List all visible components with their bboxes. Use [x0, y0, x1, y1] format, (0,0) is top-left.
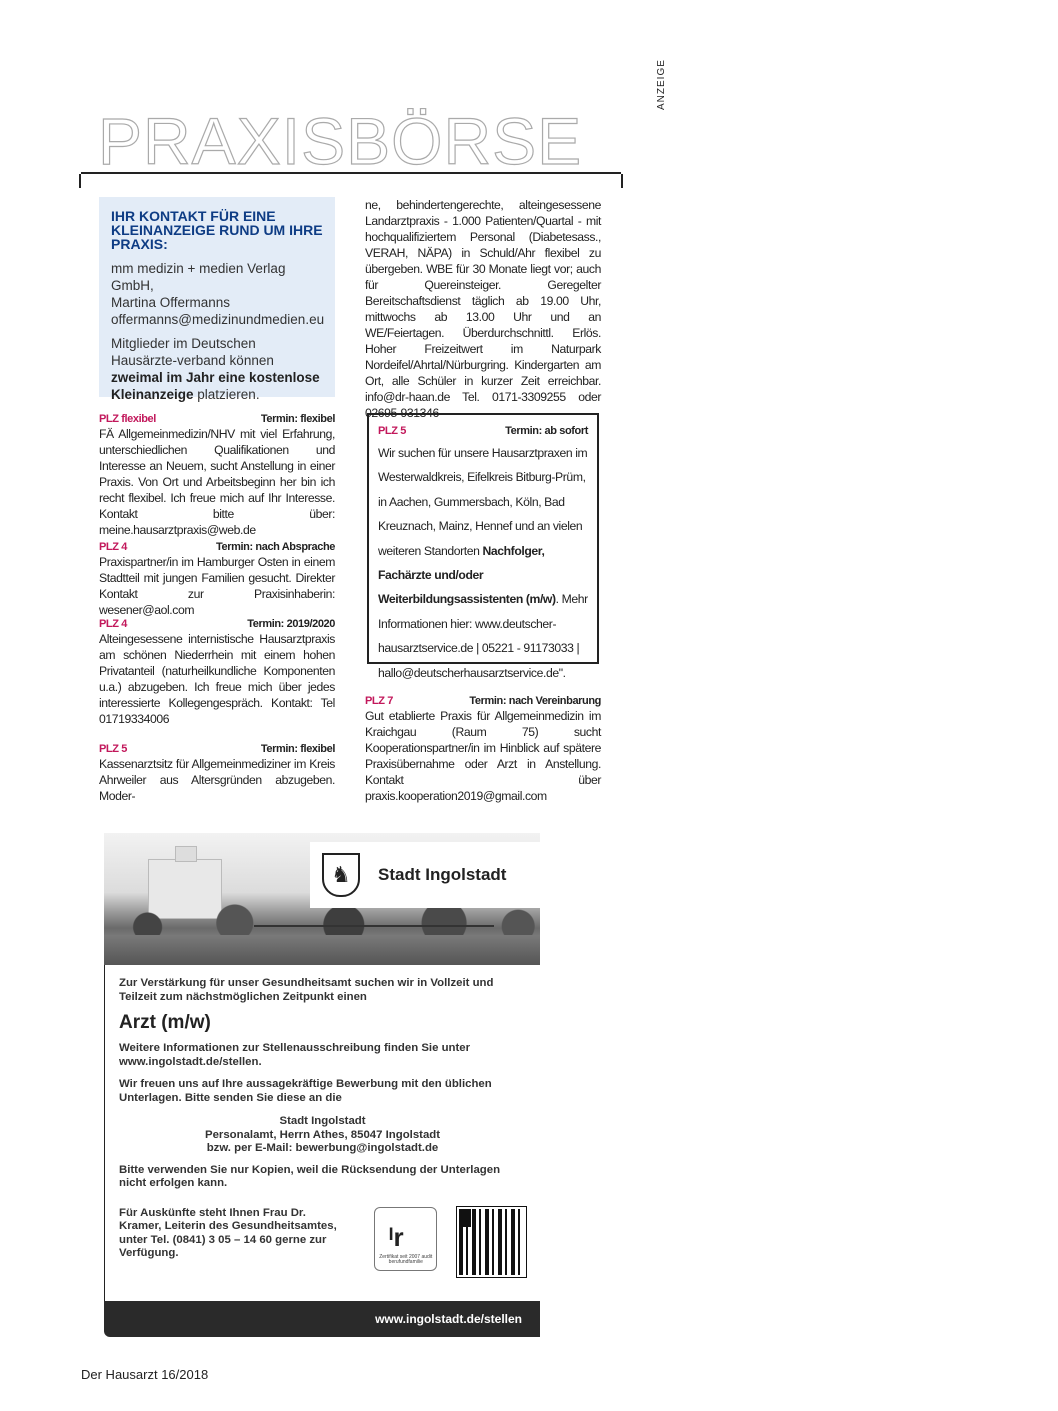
contact-box — [99, 197, 335, 402]
job-address-1: Stadt Ingolstadt — [279, 1115, 366, 1127]
ad-termin: Termin: ab sofort — [505, 425, 588, 437]
job-apply: Wir freuen uns auf Ihre aussagekräftige Bewerbung mit den üblichen Unterlagen. Bitte senden Sie diese an die — [119, 1078, 492, 1104]
job-address-3[interactable]: bzw. per E-Mail: bewerbung@ingolstadt.de — [206, 1142, 439, 1154]
ad-termin: Termin: flexibel — [260, 413, 335, 425]
ad-text: Wir suchen für unsere Hausarztpraxen im Westerwaldkreis, Eifelkreis Bitburg-Prüm, in Aachen, Gummersbach, Köln, Bad Kreuznach, Mainz, Hennef und an vielen weiteren Standorten Nachfolger, Fachärzte und/oder Weiterbildungsassistenten (m/w). Mehr Informationen hier: www.deutscher-hausarztservice.de | 05221 - 91173033 | hallo@deutscherhausarztservice.de". — [378, 446, 588, 680]
ad-text: ne, behindertengerechte, alteingesessene Landarztpraxis - 1.000 Patienten/Quartal - mit hochqualifiziertem Personal (Diabetesass., VERAH, NÄPA) in Schuld/Ahr flexibel zu übergeben. WBE für 30 Monate liegt vor; auch für Quereinsteiger. Geregelter Bereitschaftsdienst täglich ab 19.00 Uhr, mittwochs ab 13.00 Uhr und an WE/Feiertagen. Überdurchschnittl. Erlös. Hoher Freizeitwert im Naturpark Nordeifel/Ahrtal/Nürburgring. Kindergarten am Ort, alle Schüler in kurzer Zeit erreichbar. info@dr-haan.de Tel. 0171-3309255 oder 02695-931346 — [365, 198, 601, 420]
ad-text: Praxispartner/in im Hamburger Osten in einem Stadtteil mit jungen Familien gesucht. Direkter Kontakt zur Praxisinhaberin: wesener@aol.com — [99, 555, 335, 617]
contact-line-company: mm medizin + medien Verlag GmbH, — [111, 261, 286, 293]
ad-text: Kassenarztsitz für Allgemeinmediziner im Kreis Ahrweiler aus Altersgründen abzugeben. Moder- — [99, 757, 335, 803]
page-title: PRAXISBÖRSE — [98, 104, 583, 178]
river-illustration — [104, 935, 540, 965]
job-ad-body — [104, 965, 540, 1301]
audit-caption: Zertifikat seit 2007 audit berufundfamilie — [379, 1253, 433, 1265]
classified-ad — [99, 412, 335, 538]
title-rule — [81, 172, 621, 188]
audit-logo-icon: ᴵr — [388, 1221, 404, 1252]
job-intro: Zur Verstärkung für unser Gesundheitsamt suchen wir in Vollzeit und Teilzeit zum nächstmöglichen Zeitpunkt einen — [119, 977, 494, 1003]
bridge-illustration — [254, 925, 494, 935]
audit-certificate — [374, 1207, 437, 1271]
job-address-2: Personalamt, Herrn Athes, 85047 Ingolstadt — [204, 1128, 441, 1141]
ad-plz: PLZ flexibel — [99, 413, 156, 425]
contact-line-name: Martina Offermanns — [111, 295, 231, 310]
ad-plz: PLZ 7 — [365, 695, 393, 707]
job-footer-url[interactable]: www.ingolstadt.de/stellen — [375, 1312, 522, 1326]
job-footer-bar — [104, 1301, 540, 1337]
job-copies: Bitte verwenden Sie nur Kopien, weil die Rücksendung der Unterlagen nicht erfolgen kann. — [119, 1163, 501, 1189]
ad-termin: Termin: flexibel — [260, 743, 335, 755]
job-title: Arzt (m/w) — [119, 1012, 211, 1033]
ad-text: Gut etablierte Praxis für Allgemeinmedizin im Kraichgau (Raum 75) sucht Kooperationspartner/in im Hinblick auf spätere Praxisübernahme oder Arzt in Anstellung. Kontakt über praxis.kooperation2019@gmail.com — [365, 709, 601, 803]
ad-termin: Termin: nach Absprache — [216, 541, 335, 553]
ad-label: ANZEIGE — [656, 59, 667, 110]
city-name: Stadt Ingolstadt — [378, 865, 507, 884]
ad-termin: Termin: nach Vereinbarung — [469, 695, 601, 707]
job-contact: Für Auskünfte steht Ihnen Frau Dr. Kramer, Leiterin des Gesundheitsamtes, unter Tel. (0841) 3 05 – 14 60 gerne zur Verfügung. — [119, 1206, 337, 1259]
classified-ad — [365, 694, 601, 804]
ad-plz: PLZ 5 — [378, 425, 406, 437]
classified-ad — [99, 540, 335, 618]
classified-ad — [99, 617, 335, 727]
panther-crest-icon: ♞ — [322, 853, 360, 897]
job-info: Weitere Informationen zur Stellenausschreibung finden Sie unter www.ingolstadt.de/stellen. — [119, 1042, 471, 1068]
page-footer: Der Hausarzt 16/2018 — [81, 1367, 209, 1382]
ad-plz: PLZ 4 — [99, 541, 127, 553]
qr-code-icon[interactable] — [457, 1207, 526, 1277]
classified-ad — [99, 742, 335, 804]
city-logo-box — [310, 842, 540, 908]
ad-termin: Termin: 2019/2020 — [247, 618, 335, 630]
ad-plz: PLZ 5 — [99, 743, 127, 755]
contact-line-email[interactable]: offermanns@medizinundmedien.eu — [111, 312, 325, 327]
contact-note: Mitglieder im Deutschen Hausärzte-verband können zweimal im Jahr eine kostenlose Kleinanzeige platzieren. — [111, 336, 320, 402]
boxed-ad — [367, 413, 599, 680]
ad-text: FÄ Allgemeinmedizin/NHV mit viel Erfahrung, unterschiedlichen Qualifikationen und Interesse an Neuem, sucht Anstellung in einer Praxis. Von Ort und Arbeitsbeginn her bin ich recht flexibel. Ich freue mich auf Ihr Interesse. Kontakt bitte über: meine.hausarztpraxis@web.de — [99, 427, 335, 537]
ad-plz: PLZ 4 — [99, 618, 127, 630]
contact-heading: IHR KONTAKT FÜR EINE KLEINANZEIGE RUND UM IHRE PRAXIS: — [111, 208, 323, 252]
ad-text: Alteingesessene internistische Hausarztpraxis am schönen Niederrhein mit einem hohen Privatanteil (naturheilkundliche Komponenten u.a.) abzugeben. Ich freue mich über jedes interessierte Kollegengespräch. Kontakt: Tel 01719334006 — [99, 632, 335, 726]
classified-ad-continued — [365, 197, 601, 421]
